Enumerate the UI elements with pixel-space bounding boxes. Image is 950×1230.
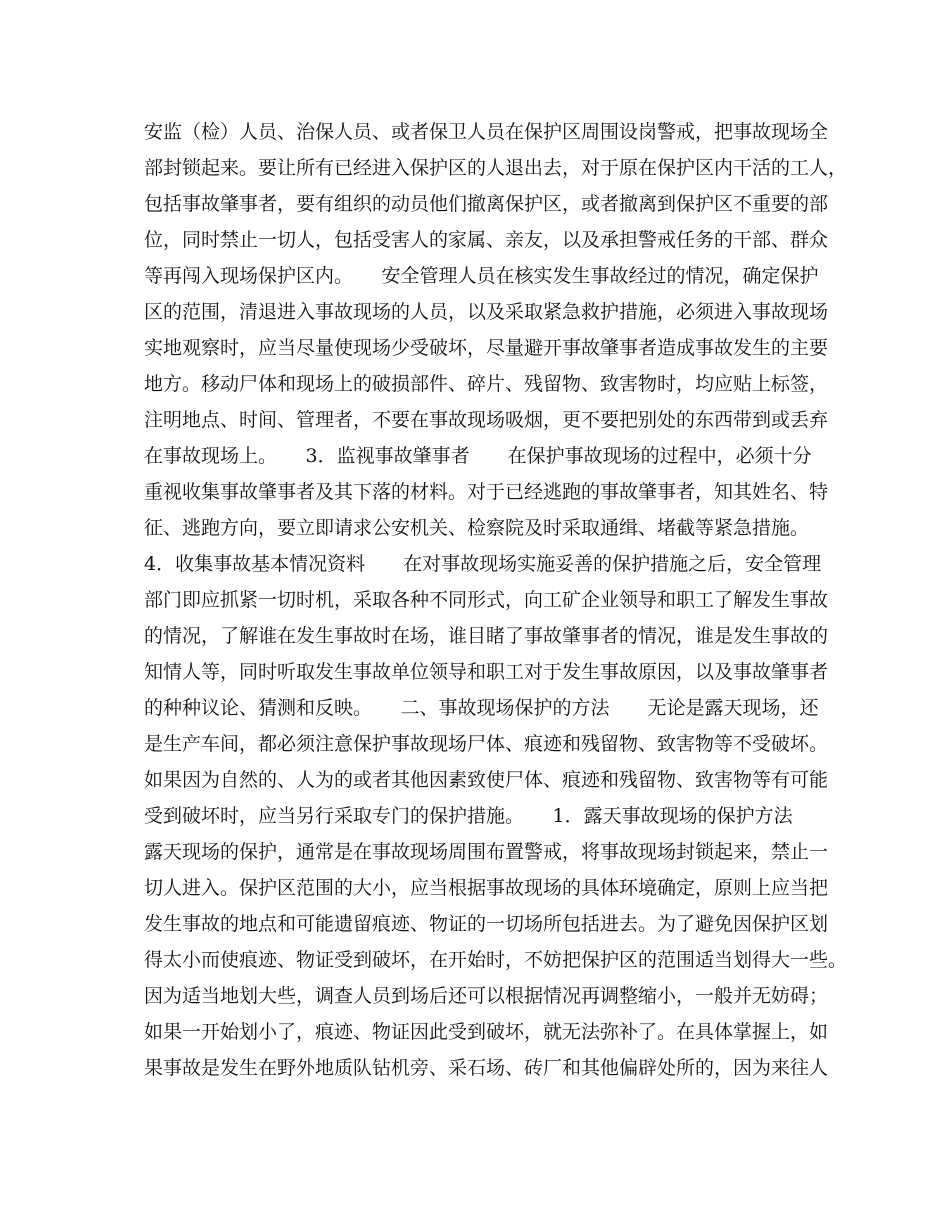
text-line: 的种种议论、猜测和反映。 二、事故现场保护的方法 无论是露天现场，还 bbox=[144, 697, 819, 719]
text-line: 安监（检）人员、治保人员、或者保卫人员在保护区周围设岗警戒，把事故现场全 bbox=[144, 121, 829, 143]
text-line: 知情人等，同时听取发生事故单位领导和职工对于发生事故原因，以及事故肇事者 bbox=[144, 661, 829, 683]
text-line: 4．收集事故基本情况资料 在对事故现场实施妥善的保护措施之后，安全管理 bbox=[144, 553, 822, 575]
text-line: 部封锁起来。要让所有已经进入保护区的人退出去，对于原在保护区内干活的工人， bbox=[144, 157, 848, 179]
text-line: 受到破坏时，应当另行采取专门的保护措施。 1．露天事故现场的保护方法 bbox=[144, 805, 812, 827]
text-line: 如果因为自然的、人为的或者其他因素致使尸体、痕迹和残留物、致害物等有可能 bbox=[144, 769, 829, 791]
text-line: 包括事故肇事者，要有组织的动员他们撤离保护区，或者撤离到保护区不重要的部 bbox=[144, 193, 829, 215]
text-line: 在事故现场上。 3．监视事故肇事者 在保护事故现场的过程中，必须十分 bbox=[144, 445, 812, 467]
text-line: 因为适当地划大些，调查人员到场后还可以根据情况再调整缩小，一般并无妨碍； bbox=[144, 985, 829, 1007]
text-line: 部门即应抓紧一切时机，采取各种不同形式，向工矿企业领导和职工了解发生事故 bbox=[144, 589, 829, 611]
body-text bbox=[144, 114, 848, 1086]
text-line: 是生产车间，都必须注意保护事故现场尸体、痕迹和残留物、致害物等不受破坏。 bbox=[144, 733, 829, 755]
text-line: 发生事故的地点和可能遗留痕迹、物证的一切场所包括进去。为了避免因保护区划 bbox=[144, 913, 829, 935]
text-line: 露天现场的保护，通常是在事故现场周围布置警戒，将事故现场封锁起来，禁止一 bbox=[144, 841, 829, 863]
text-line: 如果一开始划小了，痕迹、物证因此受到破坏，就无法弥补了。在具体掌握上，如 bbox=[144, 1021, 829, 1043]
text-line: 果事故是发生在野外地质队钻机旁、采石场、砖厂和其他偏辟处所的，因为来往人 bbox=[144, 1057, 829, 1079]
text-line: 的情况，了解谁在发生事故时在场，谁目睹了事故肇事者的情况，谁是发生事故的 bbox=[144, 625, 829, 647]
text-line: 区的范围，清退进入事故现场的人员，以及采取紧急救护措施，必须进入事故现场 bbox=[144, 301, 829, 323]
text-line: 重视收集事故肇事者及其下落的材料。对于已经逃跑的事故肇事者，知其姓名、特 bbox=[144, 481, 829, 503]
text-line: 注明地点、时间、管理者，不要在事故现场吸烟，更不要把别处的东西带到或丢弃 bbox=[144, 409, 829, 431]
text-line: 等再闯入现场保护区内。 安全管理人员在核实发生事故经过的情况，确定保护 bbox=[144, 265, 819, 287]
text-line: 征、逃跑方向，要立即请求公安机关、检察院及时采取通缉、堵截等紧急措施。 bbox=[144, 517, 810, 539]
text-line: 得太小而使痕迹、物证受到破坏，在开始时，不妨把保护区的范围适当划得大一些。 bbox=[144, 949, 848, 971]
text-line: 位，同时禁止一切人，包括受害人的家属、亲友，以及承担警戒任务的干部、群众 bbox=[144, 229, 829, 251]
text-line: 切人进入。保护区范围的大小，应当根据事故现场的具体环境确定，原则上应当把 bbox=[144, 877, 829, 899]
text-line: 地方。移动尸体和现场上的破损部件、碎片、残留物、致害物时，均应贴上标签， bbox=[144, 373, 829, 395]
text-line: 实地观察时，应当尽量使现场少受破坏，尽量避开事故肇事者造成事故发生的主要 bbox=[144, 337, 829, 359]
